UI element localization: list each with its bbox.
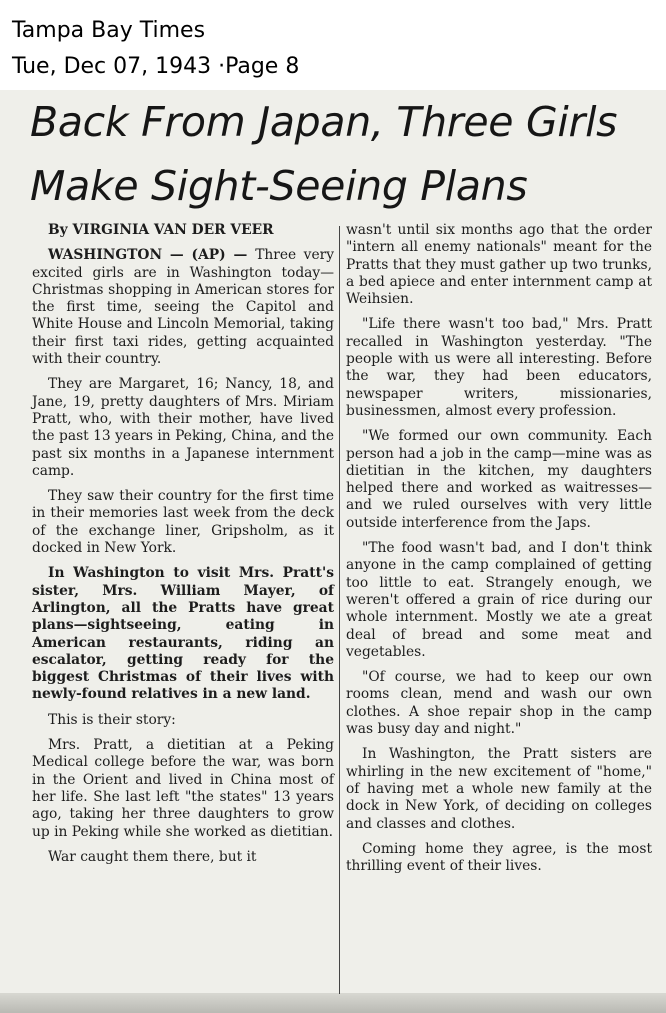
column-divider [339,226,340,994]
headline-line-2: Make Sight-Seeing Plans [30,162,528,210]
paragraph: War caught them there, but it [48,848,257,865]
paragraph: Coming home they agree, is the most thrilling event of their lives. [346,840,652,875]
paragraph: Mrs. Pratt, a dietitian at a Peking Medical college before the war, was born in the Orient and lived in China most of her life. She last left "the states" 13 years ago, taking her three daughters to grow up in Peking while she worked as dietitian. [32,737,334,840]
paragraph: "The food wasn't bad, and I don't think anyone in the camp complained of getting too little to eat. Strangely enough, we weren't offered a grain of rice during our whole internment. Mostly we ate a great deal of bread and some meat and vegetables. [346,540,652,660]
paragraph: "Of course, we had to keep our own rooms clean, mend and wash our own clothes. A shoe repair shop in the camp was busy day and night." [346,669,652,738]
paragraph: wasn't until six months ago that the order "intern all enemy nationals" meant for the Pratts that they must gather up two trunks, a bed apiece and enter internment camp at Weihsien. [346,222,652,308]
article-column-right [346,222,652,883]
article-column-left [32,222,334,874]
paragraph: They are Margaret, 16; Nancy, 18, and Jane, 19, pretty daughters of Mrs. Miriam Pratt, who, with their mother, have lived the past 13 years in Peking, China, and the past six months in a Japanese internment camp. [32,376,334,479]
dateline: WASHINGTON — (AP) — [48,247,256,264]
headline-line-1: Back From Japan, Three Girls [30,98,618,146]
paragraph: In Washington, the Pratt sisters are whirling in the new excitement of "home," of having met a whole new family at the dock in New York, of deciding on colleges and classes and clothes. [346,746,652,832]
paragraph-bold: In Washington to visit Mrs. Pratt's sister, Mrs. William Mayer, of Arlington, all the Pratts have great plans—sightseeing, eating in American restaurants, riding an escalator, getting ready for the biggest Christmas of their lives with newly-found relatives in a new land. [32,565,334,703]
paragraph: They saw their country for the first time in their memories last week from the deck of the exchange liner, Gripsholm, as it docked in New York. [32,488,334,557]
clipping-source-header [0,0,666,90]
publication-date-page: Tue, Dec 07, 1943 ·Page 8 [12,54,300,79]
paragraph: This is their story: [48,711,176,728]
dateline-paragraph [32,247,334,368]
paragraph: "We formed our own community. Each person had a job in the camp—mine was as dietitian in the kitchen, my daughters helped there and worked as waitresses—and we ruled ourselves with very little outside interference from the Japs. [346,428,652,531]
publication-name: Tampa Bay Times [12,18,206,43]
paragraph: "Life there wasn't too bad," Mrs. Pratt recalled in Washington yesterday. "The people with us were all interesting. Before the war, they had been educators, newspaper writers, missionaries, businessmen, almost every profession. [346,316,652,419]
paragraph: Three very excited girls are in Washington today—Christmas shopping in American stores for the first time, seeing the Capitol and White House and Lincoln Memorial, taking their first taxi rides, getting acquainted with their country. [32,247,334,368]
byline: By VIRGINIA VAN DER VEER [48,222,274,238]
